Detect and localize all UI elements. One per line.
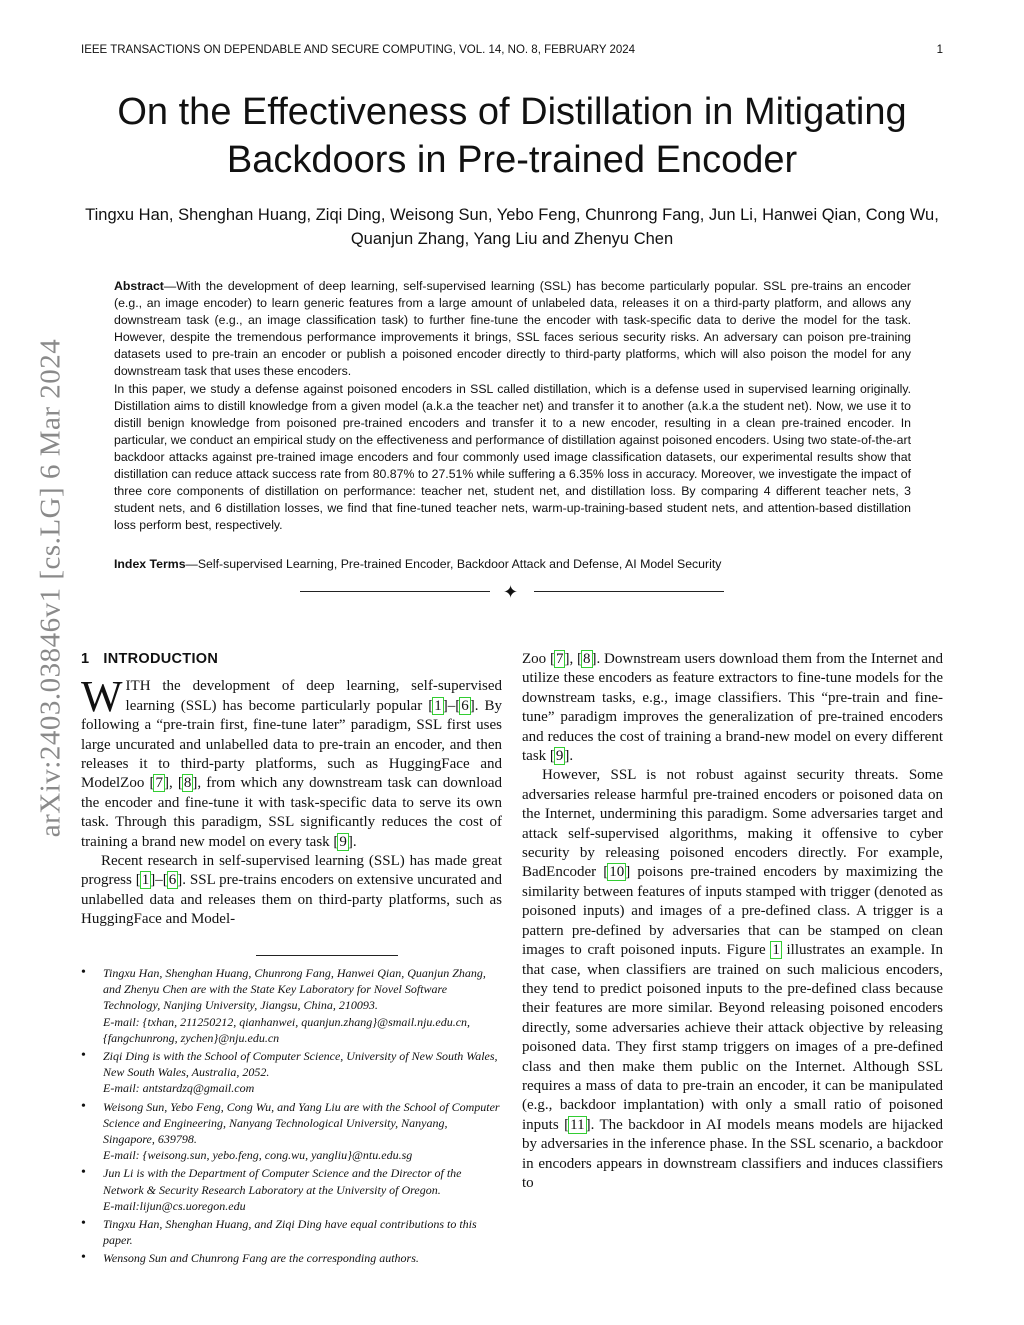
divider-diamond-icon: ✦: [503, 582, 519, 602]
divider-line-left: [300, 591, 490, 592]
running-header: [81, 44, 943, 56]
citation-link[interactable]: 1: [141, 872, 150, 889]
footnote-text: Wensong Sun and Chunrong Fang are the corresponding authors.: [103, 1251, 419, 1266]
page-number: 1: [936, 44, 943, 56]
citation-link[interactable]: 6: [461, 697, 469, 714]
text-run: . SSL pre-trains encoders on extensive uncurated and unlabelled data and releases them on third-party platforms, such as HuggingFace and Model-: [81, 872, 502, 928]
right-column: [522, 650, 943, 1193]
paper-title: On the Effectiveness of Distillation in Mitigating Backdoors in Pre-trained Encoder: [117, 91, 907, 181]
text-run: . Downstream users download them from the Internet and utilize these encoders as feature extractors to fine-tune models for the downstream tasks, e.g., image classifiers. This “pre-train and fine-tune” paradigm improves the generalization of pre-trained encoders and reduces the cost of training a brand-new model on every different task: [522, 651, 943, 765]
text-run: ,: [168, 775, 178, 792]
footnote-email: E-mail: antstardzq@gmail.com: [103, 1081, 255, 1096]
footnote-text: Jun Li is with the Department of Computer Science and the Director of the Network & Security Research Laboratory at the University of Oregon.: [103, 1166, 462, 1197]
citation-link[interactable]: 8: [583, 651, 591, 667]
index-terms: [114, 557, 911, 571]
left-column: [81, 650, 502, 930]
footnote-item: [81, 1099, 502, 1164]
figure-link[interactable]: 1: [772, 942, 780, 959]
footnote-item: [81, 1165, 502, 1214]
section-divider: [300, 582, 724, 602]
citation-link[interactable]: 7: [155, 775, 163, 792]
text-run: ITH the development of deep learning, self-supervised learning (SSL) has become particularly popular: [125, 678, 502, 714]
author-list: Tingxu Han, Shenghan Huang, Ziqi Ding, Weisong Sun, Yebo Feng, Chunrong Fang, Jun Li, Hanwei Qian, Cong Wu, Quanjun Zhang, Yang Liu and Zhenyu Chen: [85, 206, 939, 248]
divider-line-right: [534, 591, 724, 592]
intro-paragraph-2: Recent research in self-supervised learning (SSL) has made great progress [1]–[6]. SSL pre-trains encoders on extensive uncurated and unlabelled data and releases them on third-party platforms, such as HuggingFace and Model-: [81, 853, 502, 928]
citation-link[interactable]: 9: [339, 833, 347, 850]
text-run: –: [155, 872, 163, 889]
index-terms-text: —Self-supervised Learning, Pre-trained Encoder, Backdoor Attack and Defense, AI Model Security: [185, 557, 722, 571]
intro-paragraph-1: WITH the development of deep learning, self-supervised learning (SSL) has become particularly popular [1]–[6]. By following a “pre-train first, fine-tune later” paradigm, SSL first uses large uncurated and unlabelled data to pre-train an encoder, and then releases it to third-party platforms, such as HuggingFace and ModelZoo [7], [8], from which any downstream task can download the encoder and fine-tune it with task-specific data to serve its own task. Through this paradigm, SSL significantly reduces the cost of training a brand new model on every task [9].: [81, 672, 502, 850]
text-run: . By following a “pre-train first, fine-tune later” paradigm, SSL first uses large uncurated and unlabelled data to pre-train an encoder, and then releases it to third-party platforms, such as HuggingFace and ModelZoo: [81, 697, 502, 792]
intro-paragraph-3: Zoo [7], [8]. Downstream users download them from the Internet and utilize these encoders as feature extractors to fine-tune models for the downstream tasks, e.g., image classifiers. This “pre-train and fine-tune” paradigm improves the generalization of pre-trained encoders and reduces the cost of training a brand-new model on every different task [9].: [522, 651, 943, 765]
abstract-label: Abstract: [114, 279, 164, 293]
dropcap-letter: W: [81, 672, 123, 722]
footnote-rule: [256, 955, 398, 956]
arxiv-identifier: arXiv:2403.03846v1 [cs.LG] 6 Mar 2024: [34, 338, 67, 837]
footnote-email: E-mail: {weisong.sun, yebo.feng, cong.wu, yangliu}@ntu.edu.sg: [103, 1148, 413, 1163]
abstract: [114, 278, 911, 534]
citation-link[interactable]: 1: [434, 697, 442, 714]
text-run: .: [569, 748, 574, 765]
footnote-item: [81, 1216, 502, 1248]
citation-link[interactable]: 9: [555, 748, 564, 765]
section-heading: [81, 650, 502, 669]
text-run: , from which any downstream task can download the encoder and fine-tune it with task-specific data to serve its own task. Through this paradigm, SSL significantly reduces the cost of training a brand new model on every task: [81, 775, 502, 850]
footnote-email: E-mail:lijun@cs.uoregon.edu: [103, 1198, 246, 1213]
section-title: INTRODUCTION: [103, 651, 219, 667]
abstract-paragraph-2: In this paper, we study a defense against poisoned encoders in SSL called distillation, which is a defense used in supervised learning originally. Distillation aims to distill knowledge from a given model (a.k.a the teacher net) and transfer it to another (a.k.a the student net). Now, we use it to distill benign knowledge from poisoned pre-trained encoders and transfer it to a new encoder, resulting in a clean pre-trained encoder. In particular, we conduct an empirical study on the effectiveness and performance of distillation against poisoned encoders. Using two state-of-the-art backdoor attacks against pre-trained image encoders and four commonly used image classification datasets, our experimental results show that distillation can reduce attack success rate from 80.87% to 27.51% while suffering a 6.35% loss in accuracy. Moreover, we investigate the impact of three core components of distillation on performance: teacher net, student net, and distillation loss. By comparing 4 different teacher nets, 3 student nets, and 6 distillation losses, we find that fine-tuned teacher nets, warm-up-training-based student nets, and attention-based distillation loss perform best, respectively.: [114, 381, 911, 533]
abstract-text-1: —With the development of deep learning, self-supervised learning (SSL) has become particularly popular. SSL pre-trains an encoder (e.g., an image encoder) to learn generic features from a large amount of unlabeled data, releases it on a third-party platform, and allows any downstream task (e.g., an image classification task) to further fine-tune the encoder with task-specific data to derive the model for the task. However, despite the tremendous performance improvements it brings, SSL faces serious security risks. An adversary can poison pre-training datasets used to pre-train an encoder or publish a poisoned encoder directly to third-party platforms, which will also poison the model for any downstream task that uses these encoders.: [114, 279, 911, 379]
arxiv-watermark: [34, 210, 68, 965]
journal-name: IEEE TRANSACTIONS ON DEPENDABLE AND SECURE COMPUTING, VOL. 14, NO. 8, FEBRUARY 2024: [81, 44, 636, 56]
text-run: Zoo: [522, 651, 550, 667]
index-terms-label: Index Terms: [114, 557, 186, 571]
footnote-email: E-mail: {txhan, 211250212, qianhanwei, quanjun.zhang}@smail.nju.edu.cn, {fangchunrong, zychen}@nju.edu.cn: [103, 1014, 471, 1045]
section-number: 1: [81, 651, 90, 667]
intro-paragraph-4: However, SSL is not robust against security threats. Some adversaries release harmful pre-trained encoders or poisoned data on the Internet, undermining this paradigm. Some adversaries target and attack self-supervised algorithms, making it offensive to cyber security by releasing poisoned encoders directly. For example, BadEncoder [10] poisons pre-trained encoders by maximizing the similarity between features of inputs stamped with trigger (denoted as poisoned inputs) and images of a pre-defined class. A trigger is a pattern pre-defined by adversaries that can be stamped on clean images to craft poisoned inputs. Figure 1 illustrates an example. In that case, when classifiers are trained on such malicious encoders, they tend to predict poisoned inputs to the pre-defined class because their features are more similar. Beyond releasing poisoned encoders directly, some adversaries achieve their attack objective by releasing poisoned data. They first stamp triggers on images of a pre-defined class and then make them public on the Internet. Although SSL requires a mass of data to pre-train an encoder, it can be manipulated (e.g., backdoor implantation) with only a small ratio of poisoned inputs [11]. The backdoor in AI models means models are hijacked by adversaries in the inference phase. In the SSL scenario, a backdoor in encoders appears in downstream classifiers and induces classifiers to: [522, 767, 944, 1191]
text-run: –: [447, 697, 456, 714]
text-run: illustrates an example. In that case, when classifiers are trained on such malicious encoders, they tend to predict poisoned inputs to the pre-defined class because their features are more similar. Beyond releasing poisoned encoders directly, some adversaries achieve their attack objective by releasing poisoned data. They first stamp triggers on images of a pre-defined class and then make them public on the Internet. Although SSL requires a mass of data to pre-train an encoder, it can be manipulated (e.g., backdoor implantation) with only a small ratio of poisoned inputs: [522, 942, 943, 1133]
citation-link[interactable]: 6: [168, 872, 177, 889]
footnote-text: Weisong Sun, Yebo Feng, Cong Wu, and Yang Liu are with the School of Computer Science and Engineering, Nanyang Technological University, Nanyang, Singapore, 639798.: [103, 1099, 500, 1147]
text-run: . The backdoor in AI models means models are hijacked by adversaries in the inference phase. In the SSL scenario, a backdoor in encoders appears in downstream classifiers and induces classifiers to: [522, 1116, 943, 1191]
footnote-item: [81, 965, 502, 1046]
citation-link[interactable]: 10: [609, 864, 625, 881]
abstract-paragraph-1: [114, 278, 911, 381]
citation-link[interactable]: 8: [183, 775, 192, 792]
citation-link[interactable]: 7: [555, 651, 564, 667]
text-run: ,: [569, 651, 578, 667]
footnote-text: Tingxu Han, Shenghan Huang, Chunrong Fang, Hanwei Qian, Quanjun Zhang, and Zhenyu Chen are with the State Key Laboratory for Novel Software Technology, Nanjing University, Jiangsu, China, 210093.: [103, 966, 486, 1013]
footnotes: [81, 965, 502, 1269]
citation-link[interactable]: 11: [570, 1116, 585, 1133]
text-run: However, SSL is not robust against security threats. Some adversaries release harmful pre-trained encoders or poisoned data on the Internet, undermining this paradigm. Some adversaries target and attack self-supervised algorithms, making it offensive to cyber security by releasing poisoned encoders directly. For example, BadEncoder: [522, 767, 943, 881]
footnote-text: Ziqi Ding is with the School of Computer Science, University of New South Wales, New South Wales, Australia, 2052.: [103, 1049, 498, 1080]
text-run: poisons pre-trained encoders by maximizing the similarity between features of inputs stamped with trigger (denoted as poisoned inputs) and images of a pre-defined class. A trigger is a pattern pre-defined by adversaries that can be stamped on clean images to craft poisoned inputs. Figure: [522, 864, 944, 959]
text-run: .: [352, 833, 357, 850]
footnote-item: [81, 1250, 502, 1266]
footnote-text: Tingxu Han, Shenghan Huang, and Ziqi Ding have equal contributions to this paper.: [103, 1217, 477, 1248]
text-run: Recent research in self-supervised learning (SSL) has made great progress: [81, 853, 502, 889]
footnote-item: [81, 1048, 502, 1097]
